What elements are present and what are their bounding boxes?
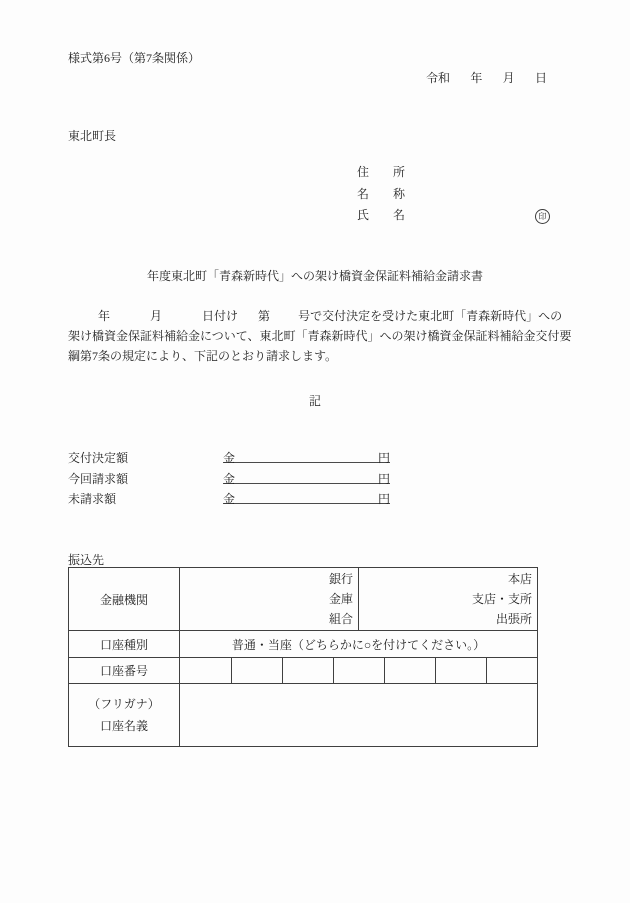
amount-label-decided: 交付決定額 — [68, 451, 129, 465]
account-holder-value-cell — [179, 683, 537, 746]
institution-name-cell — [179, 568, 358, 630]
account-type-label: 口座種別 — [69, 630, 179, 657]
body-line-1 — [68, 310, 568, 323]
transfer-section-label: 振込先 — [68, 553, 105, 567]
blank-space — [270, 319, 298, 320]
month-label: 月 — [502, 71, 515, 85]
currency-prefix: 金 — [223, 451, 236, 465]
amount-label-current-request: 今回請求額 — [68, 472, 129, 486]
applicant-org-name-label: 名 称 — [357, 186, 406, 201]
currency-suffix: 円 — [377, 472, 390, 486]
branch-type-shiten: 支店・支所 — [471, 592, 532, 606]
body-line-3: 綱第7条の規定により、下記のとおり請求します。 — [68, 349, 338, 363]
financial-institution-label: 金融機関 — [99, 592, 148, 607]
seal-mark-icon: 印 — [535, 209, 550, 224]
blank-space — [110, 319, 150, 320]
amount-blank-decided — [223, 449, 390, 463]
furigana-label: （フリガナ） — [88, 697, 160, 711]
body-month-label: 月 — [150, 309, 163, 323]
blank-space — [162, 319, 202, 320]
era-label: 令和 — [426, 71, 451, 85]
currency-prefix: 金 — [223, 472, 236, 486]
applicant-address-label: 住 所 — [357, 165, 406, 179]
form-number: 様式第6号（第7条関係） — [68, 51, 201, 65]
bank-transfer-table — [68, 567, 538, 747]
applicant-person-name-label: 氏 名 — [357, 208, 406, 222]
body-line-1-rest: 号で交付決定を受けた東北町「青森新時代」への — [298, 309, 563, 323]
account-number-cell — [486, 658, 537, 683]
record-marker: 記 — [308, 394, 321, 408]
account-type-value: 普通・当座（どちらかに○を付けてください。） — [179, 630, 537, 657]
branch-name-cell — [358, 568, 537, 630]
account-number-label: 口座番号 — [69, 657, 179, 683]
institution-type-kumiai: 組合 — [328, 612, 353, 626]
branch-type-shutchojo: 出張所 — [495, 612, 532, 626]
currency-suffix: 円 — [377, 451, 390, 465]
body-line-2: 架け橋資金保証料補給金について、東北町「青森新時代」への架け橋資金保証料補給金交付要 — [68, 329, 572, 343]
currency-suffix: 円 — [377, 492, 390, 506]
amount-label-unrequested: 未請求額 — [68, 492, 117, 506]
account-number-cell — [333, 658, 384, 683]
blank-space — [238, 319, 258, 320]
account-number-cell — [180, 658, 231, 683]
amount-blank-unrequested — [223, 490, 390, 504]
day-label: 日 — [534, 71, 547, 85]
account-number-cell — [282, 658, 333, 683]
account-number-cell — [384, 658, 435, 683]
amount-blank-current-request — [223, 470, 390, 484]
year-label: 年 — [470, 71, 483, 85]
institution-type-bank: 銀行 — [328, 572, 353, 586]
addressee: 東北町長 — [68, 129, 117, 143]
branch-type-honten: 本店 — [507, 572, 532, 586]
body-number-prefix: 第 — [258, 309, 271, 323]
account-number-cell — [435, 658, 486, 683]
institution-type-kinko: 金庫 — [328, 592, 353, 606]
blank-space — [68, 319, 98, 320]
account-number-cell — [231, 658, 282, 683]
account-holder-label: 口座名義 — [99, 719, 148, 733]
date-line — [426, 69, 547, 86]
body-date-suffix: 日付け — [202, 309, 239, 323]
body-year-label: 年 — [98, 309, 111, 323]
account-holder-label-cell — [69, 683, 179, 746]
document-title: 年度東北町「青森新時代」への架け橋資金保証料補給金請求書 — [146, 269, 483, 283]
applicant-block — [357, 166, 405, 231]
account-number-cells — [179, 657, 537, 683]
currency-prefix: 金 — [223, 492, 236, 506]
